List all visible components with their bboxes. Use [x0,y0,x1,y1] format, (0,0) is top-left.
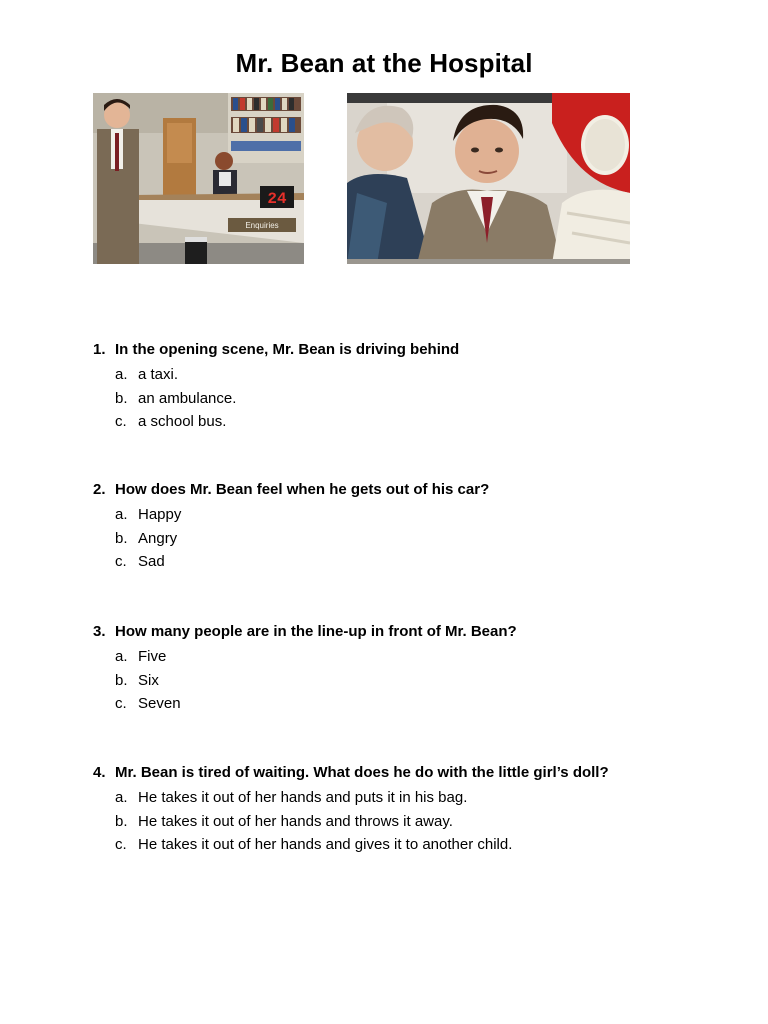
option-text: Angry [138,529,178,547]
question-3-options [115,645,693,716]
desk-sign-text: Enquiries [245,221,279,230]
option-text: Sad [138,553,165,570]
answer-option [115,363,693,387]
option-letter: a. [115,789,128,806]
answer-option [115,669,693,693]
question-2 [93,480,693,574]
answer-option [115,692,693,716]
option-text: He takes it out of her hands and gives it to another child. [138,836,513,853]
option-letter: c. [115,836,127,853]
queue-counter-text: 24 [267,190,287,208]
option-letter: b. [115,529,128,547]
question-text: In the opening scene, Mr. Bean is driving behind [115,341,460,358]
question-2-options [115,503,693,574]
question-text: Mr. Bean is tired of waiting. What does he do with the little girl’s doll? [115,764,609,781]
question-4-stem [93,763,693,783]
option-text: Seven [138,695,181,712]
question-4 [93,763,693,857]
answer-option [115,810,693,834]
answer-option [115,503,693,527]
answer-option [115,833,693,857]
question-3-stem [93,622,693,642]
option-text: a taxi. [138,366,179,383]
option-text: He takes it out of her hands and throws it away. [138,812,453,830]
option-letter: b. [115,389,128,407]
answer-option [115,527,693,551]
answer-option [115,645,693,669]
photo-waiting-room [347,93,630,264]
photo-hospital-reception [93,93,304,264]
question-number: 4. [93,764,106,781]
option-letter: b. [115,671,128,689]
question-1-stem [93,340,693,360]
option-letter: a. [115,366,128,383]
question-1-options [115,363,693,434]
question-3 [93,622,693,716]
question-2-stem [93,480,693,500]
option-text: Happy [138,506,182,523]
option-text: Six [138,671,159,689]
question-number: 1. [93,341,106,358]
waiting-room-illustration [347,93,630,264]
question-number: 2. [93,481,106,498]
option-letter: c. [115,413,127,430]
option-letter: b. [115,812,128,830]
answer-option [115,550,693,574]
option-text: He takes it out of her hands and puts it in his bag. [138,789,468,806]
page-title: Mr. Bean at the Hospital [235,48,533,78]
option-text: an ambulance. [138,389,237,407]
question-text: How does Mr. Bean feel when he gets out of his car? [115,481,490,498]
reception-illustration [93,93,304,264]
option-letter: c. [115,553,127,570]
option-letter: c. [115,695,127,712]
question-4-options [115,786,693,857]
answer-option [115,410,693,434]
question-text: How many people are in the line-up in front of Mr. Bean? [115,623,517,640]
question-1 [93,340,693,434]
answer-option [115,786,693,810]
answer-option [115,387,693,411]
option-text: Five [138,648,167,665]
option-letter: a. [115,648,128,665]
option-letter: a. [115,506,128,523]
question-number: 3. [93,623,106,640]
option-text: a school bus. [138,413,227,430]
